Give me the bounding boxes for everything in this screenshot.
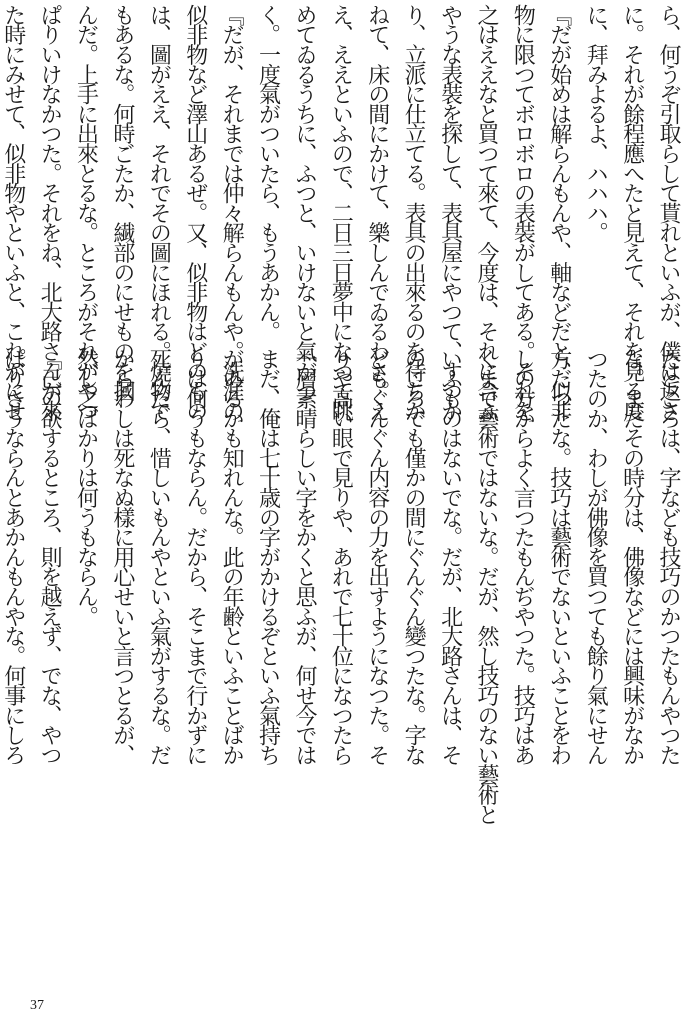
text-line: やうな表裝を探して、表具屋にやつて、すつか: [437, 4, 463, 420]
text-line: めてゐるうちに、ふつと、いけないと氣がつ: [291, 4, 317, 401]
text-line: 死んだら、惜しいもんやといふ氣がするな。だ: [146, 348, 172, 764]
text-line: に。それが餘程應へたと見えて、それを見る度: [619, 4, 645, 420]
text-line: 似非物など澤山あるぜ。又、似非物はどのもの: [182, 4, 208, 420]
text-line: ねて、床の間にかけて、樂しんでゐるわさ。え: [364, 4, 390, 420]
text-line: 『だが始めは解らんもんや、軸などだと、似非: [546, 4, 572, 420]
text-line: 然し之ばかりは何うもならん。: [73, 348, 99, 626]
text-line: 『だが、それまでは仲々解らんもんや。洗涯の: [219, 4, 245, 420]
text-line: ぱりいけなかつた。それをね、北大路さんが來: [37, 4, 63, 420]
text-line: は、圖がええ、それでその圖にほれる。燒物で: [146, 4, 172, 420]
text-line: のころでも僅かの間にぐんぐん變つたな。字な: [401, 348, 427, 764]
text-line: 一層素晴らしい字をかくと思ふが、何せ今では: [291, 348, 317, 764]
text-line: りや高い眼で見りや、あれで七十位になつたら: [328, 348, 354, 764]
text-line: からわしは死なぬ樣に用心せいと言つとるが、: [109, 348, 135, 764]
text-line: に、拜みよるよ、ハハハ。: [583, 4, 609, 242]
text-line: な。まだその時分は、佛像などには興味がなか: [619, 348, 645, 764]
text-line: ぱりさうならんとあかんもんやな。何事にしろ: [0, 348, 26, 764]
text-line: 方だつたな。技巧は藝術でないといふことをわ: [546, 348, 572, 764]
text-line: 『己の欲するところ、則を越えず、でな、やつ: [37, 348, 63, 764]
text-line: しの方からよく言つたもんぢやつた。技巧はあ: [510, 348, 536, 764]
text-line: 之はええなと買つて來て、今度は、それに合ふ: [473, 4, 499, 420]
text-line: く。一度氣がついたら、もうあかん。: [255, 4, 281, 341]
text-line: まだ、俺は七十歳の字がかけるぞといふ氣持ち: [255, 348, 281, 764]
text-line: があるかも知れんな。此の年齢といふことばか: [219, 348, 245, 764]
text-line: んだ。上手に出來とるな。ところがそれがやつ: [73, 4, 99, 420]
text-line: り、立派に仕立てる。表具の出來るのを待ちか: [401, 4, 427, 420]
text-line: ら、何うぞ引取らして貰れといふが、僕は返さ: [656, 4, 681, 420]
text-line: たところは、字なども技巧のかつたもんやつた: [656, 348, 681, 764]
text-line: くまで藝術ではないな。だが、然し技巧のない藝術と: [473, 348, 499, 824]
text-line: どもぐんぐん内容の力を出すようになつた。そ: [364, 348, 390, 764]
page-number: 37: [30, 998, 44, 1013]
text-line: もあるな。何時ごたか、繊部のにせものを摑: [109, 4, 135, 401]
text-line: え、ええといふので、二日三日夢中になつて眺: [328, 4, 354, 420]
text-line: つたのか、わしが佛像を買つても餘り氣にせん: [583, 348, 609, 764]
lower-text-block: [0, 348, 686, 988]
text-line: りは何うもならん。だから、そこまで行かずに: [182, 348, 208, 764]
upper-text-block: [0, 4, 686, 420]
text-line: た時にみせて、似非物やといふと、これがにせ: [0, 4, 26, 420]
text-line: いふものはないでな。だが、北大路さんは、そ: [437, 348, 463, 764]
text-line: 物に限つてボロボロの表裝がしてある。それを: [510, 4, 536, 420]
